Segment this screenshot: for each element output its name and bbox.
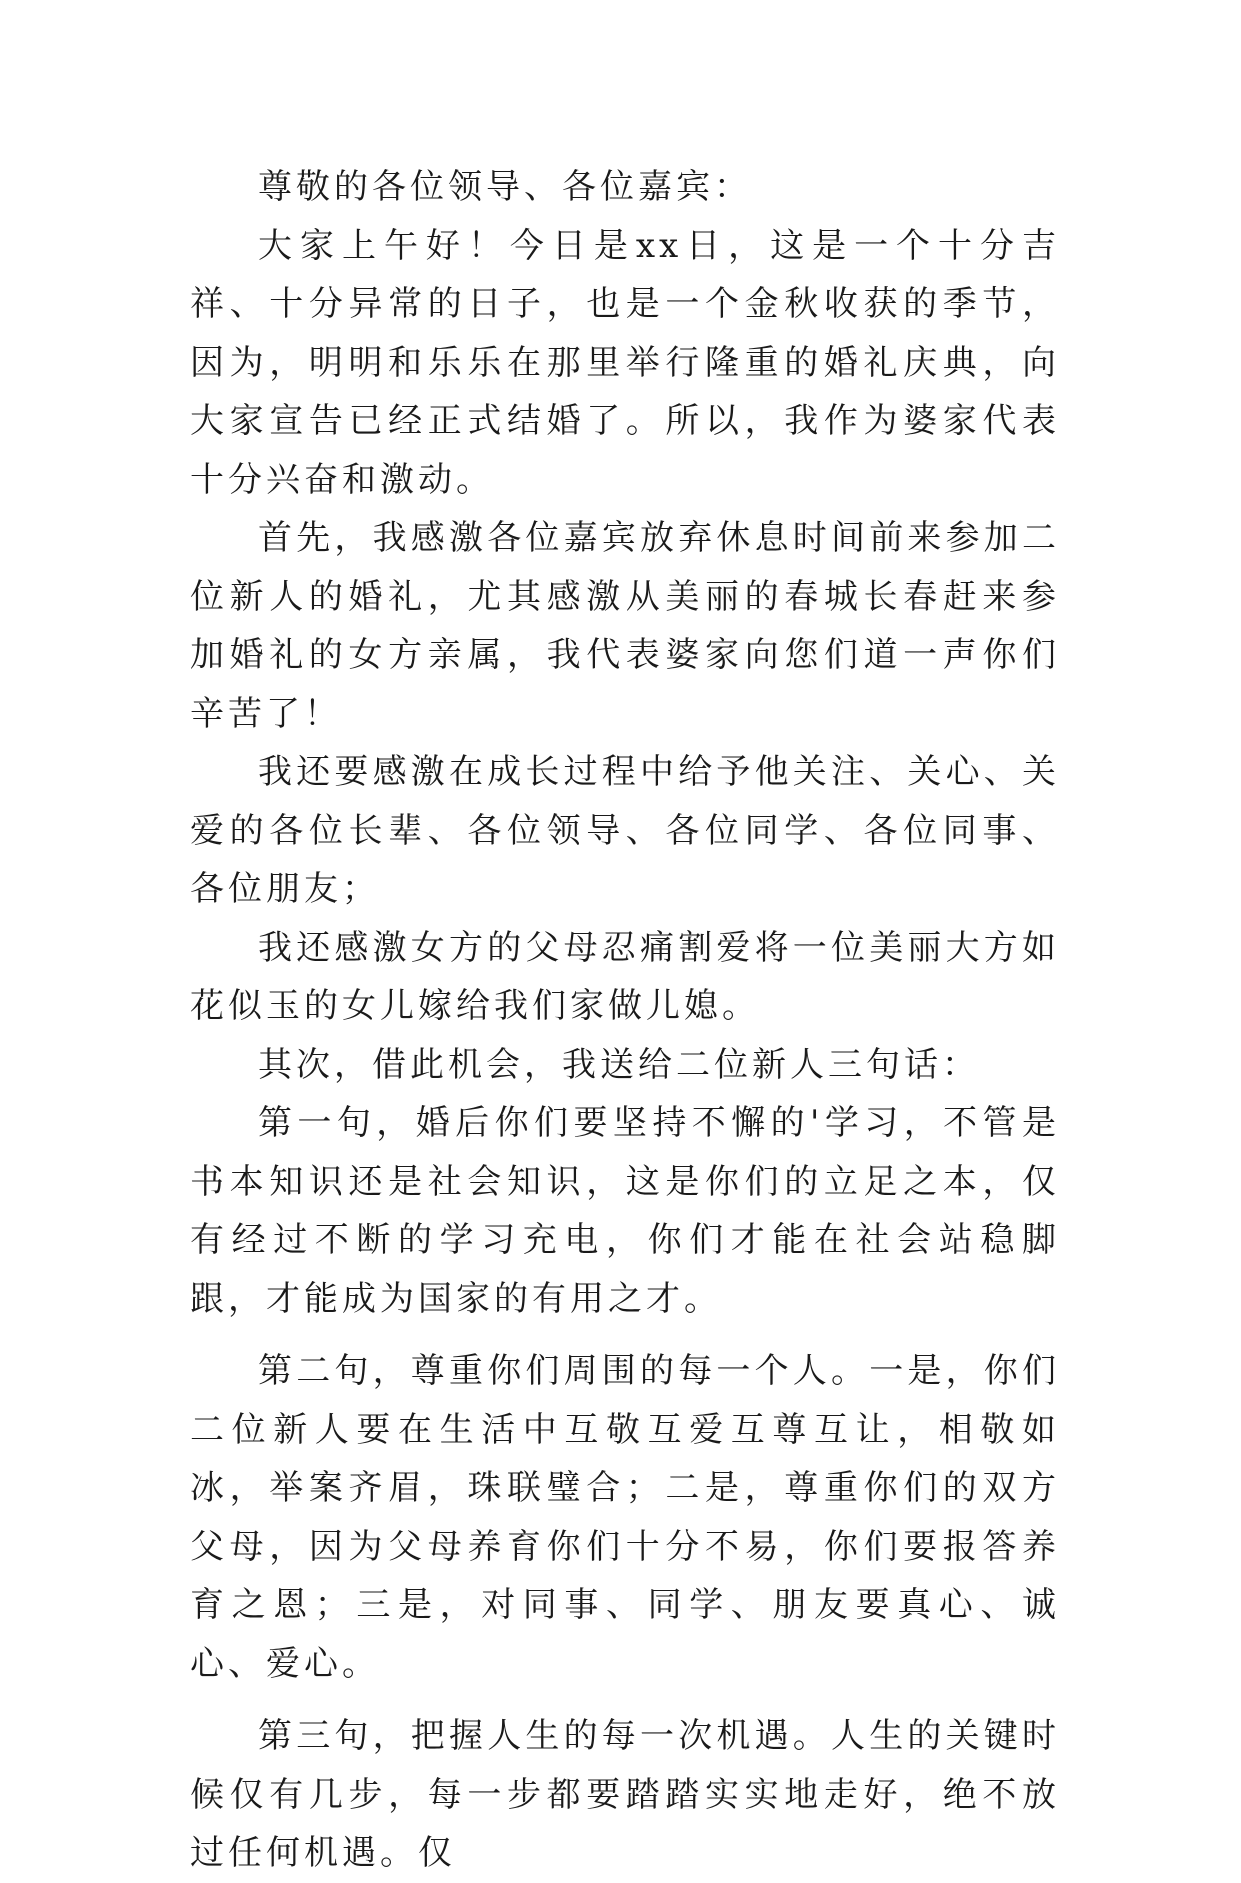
thanks-guests-paragraph: 首先，我感激各位嘉宾放弃休息时间前来参加二位新人的婚礼，尤其感激从美丽的春城长春赶来参加婚礼的女方亲属，我代表婆家向您们道一声你们辛苦了！ <box>190 518 1060 734</box>
thanks-bride-parents-paragraph: 我还感激女方的父母忍痛割爱将一位美丽大方如花似玉的女儿嫁给我们家做儿媳。 <box>190 927 1060 1026</box>
opening-paragraph: 大家上午好！今日是xx日，这是一个十分吉祥、十分异常的日子，也是一个金秋收获的季节，因为，明明和乐乐在那里举行隆重的婚礼庆典，向大家宣告已经正式结婚了。所以，我作为婆家代表十分兴奋和激动。 <box>190 225 1060 500</box>
three-sentences-intro-paragraph: 其次，借此机会，我送给二位新人三句话： <box>258 1044 980 1085</box>
first-sentence-paragraph: 第一句，婚后你们要坚持不懈的'学习，不管是书本知识还是社会知识，这是你们的立足之本，仅有经过不断的学习充电，你们才能在社会站稳脚跟，才能成为国家的有用之才。 <box>190 1103 1060 1319</box>
document-body <box>190 158 1060 1883</box>
salutation-paragraph: 尊敬的各位领导、各位嘉宾： <box>258 167 752 207</box>
thanks-elders-paragraph: 我还要感激在成长过程中给予他关注、关心、关爱的各位长辈、各位领导、各位同学、各位同事、各位朋友； <box>190 752 1060 909</box>
third-sentence-paragraph: 第三句，把握人生的每一次机遇。人生的关键时候仅有几步，每一步都要踏踏实实地走好，绝不放过任何机遇。仅 <box>190 1716 1060 1873</box>
second-sentence-paragraph: 第二句，尊重你们周围的每一个人。一是，你们二位新人要在生活中互敬互爱互尊互让，相敬如冰，举案齐眉，珠联璧合；二是，尊重你们的双方父母，因为父母养育你们十分不易，你们要报答养育之恩；三是，对同事、同学、朋友要真心、诚心、爱心。 <box>190 1351 1060 1684</box>
